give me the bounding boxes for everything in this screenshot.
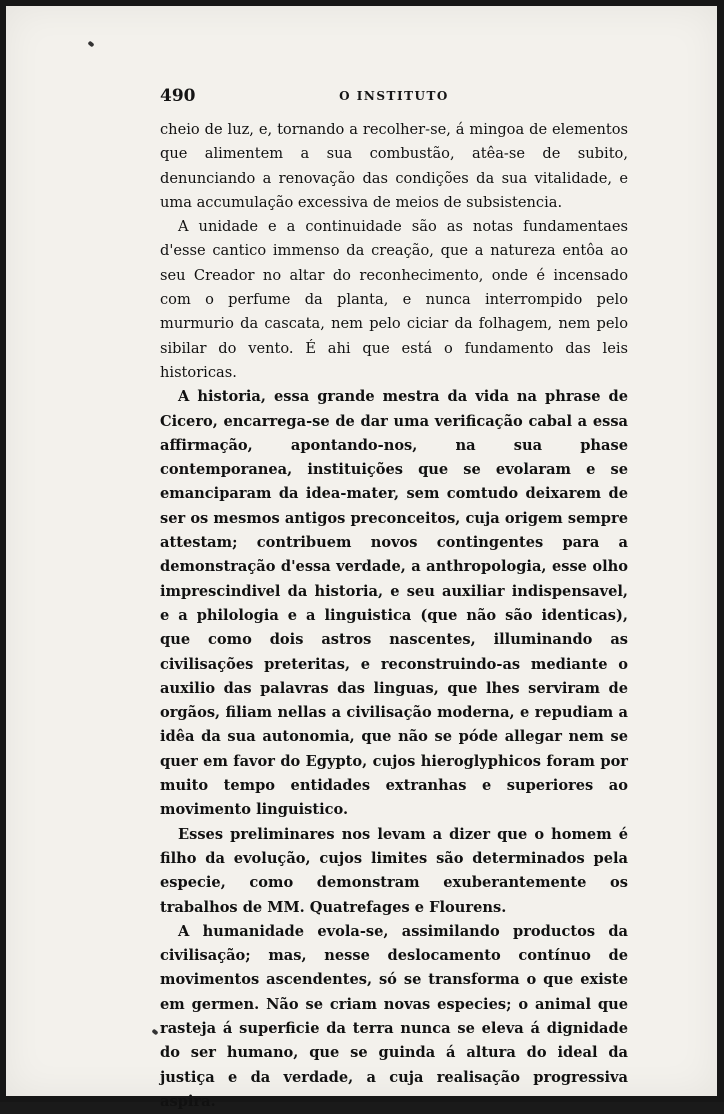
paragraph: A unidade e a continuidade são as notas fundamentaes d'esse cantico immenso da creação, que a natureza entôa ao seu Creador no altar do reconhecimento, onde é incensado com o perfume da planta, e nunca interrompido pelo murmurio da cascata, nem pelo ciciar da folhagem, nem pelo sibilar do vento. É ahi que está o fundamento das leis historicas. [160,218,628,381]
paragraph: cheio de luz, e, tornando a recolher-se, á mingoa de elementos que alimentem a sua combustão, atêa-se de subito, denunciando a renovação das condições da sua vitalidade, e uma accumulação excessiva de meios de subsistencia. [160,121,628,211]
paragraph: A historia, essa grande mestra da vida na phrase de Cicero, encarrega-se de dar uma verificação cabal a essa affirmação, apontando-nos, na sua phase contemporanea, instituições que se evolaram e se emanciparam da idea-mater, sem comtudo deixarem de ser os mesmos antigos preconceitos, cuja origem sempre attestam; contribuem novos contingentes para a demonstração d'essa verdade, a anthropologia, esse olho imprescindivel da historia, e seu auxiliar indispensavel, e a philologia e a linguistica (que não são identicas), que como dois astros nascentes, illuminando as civilisações preteritas, e reconstruindo-as mediante o auxilio das palavras das linguas, que lhes serviram de orgãos, filiam nellas a civilisação moderna, e repudiam a idêa da sua autonomia, que não se póde allegar nem se quer em favor do Egypto, cujos hieroglyphicos foram por muito tempo entidades extranhas e superiores ao movimento linguistico. [160,388,628,819]
paragraph: A humanidade evola-se, assimilando productos da civilisação; mas, nesse deslocamento contínuo de movimentos ascendentes, só se transforma o que existe em germen. Não se criam novas especies; o animal que rasteja á superficie da terra nunca se eleva á dignidade do ser humano, que se guinda á altura do ideal da justiça e da verdade, a cuja realisação progressiva aspira. [160,922,628,1110]
page-header [160,86,628,110]
body-text [160,118,628,1114]
ink-smudge [87,41,94,48]
paragraph: Esses preliminares nos levam a dizer que o homem é filho da evolução, cujos limites são determinados pela especie, como demonstram exuberantemente os trabalhos de MM. Quatrefages e Flourens. [160,825,628,916]
running-title: O INSTITUTO [339,89,449,103]
ink-smudge [151,1029,158,1036]
page-number: 490 [160,86,196,106]
